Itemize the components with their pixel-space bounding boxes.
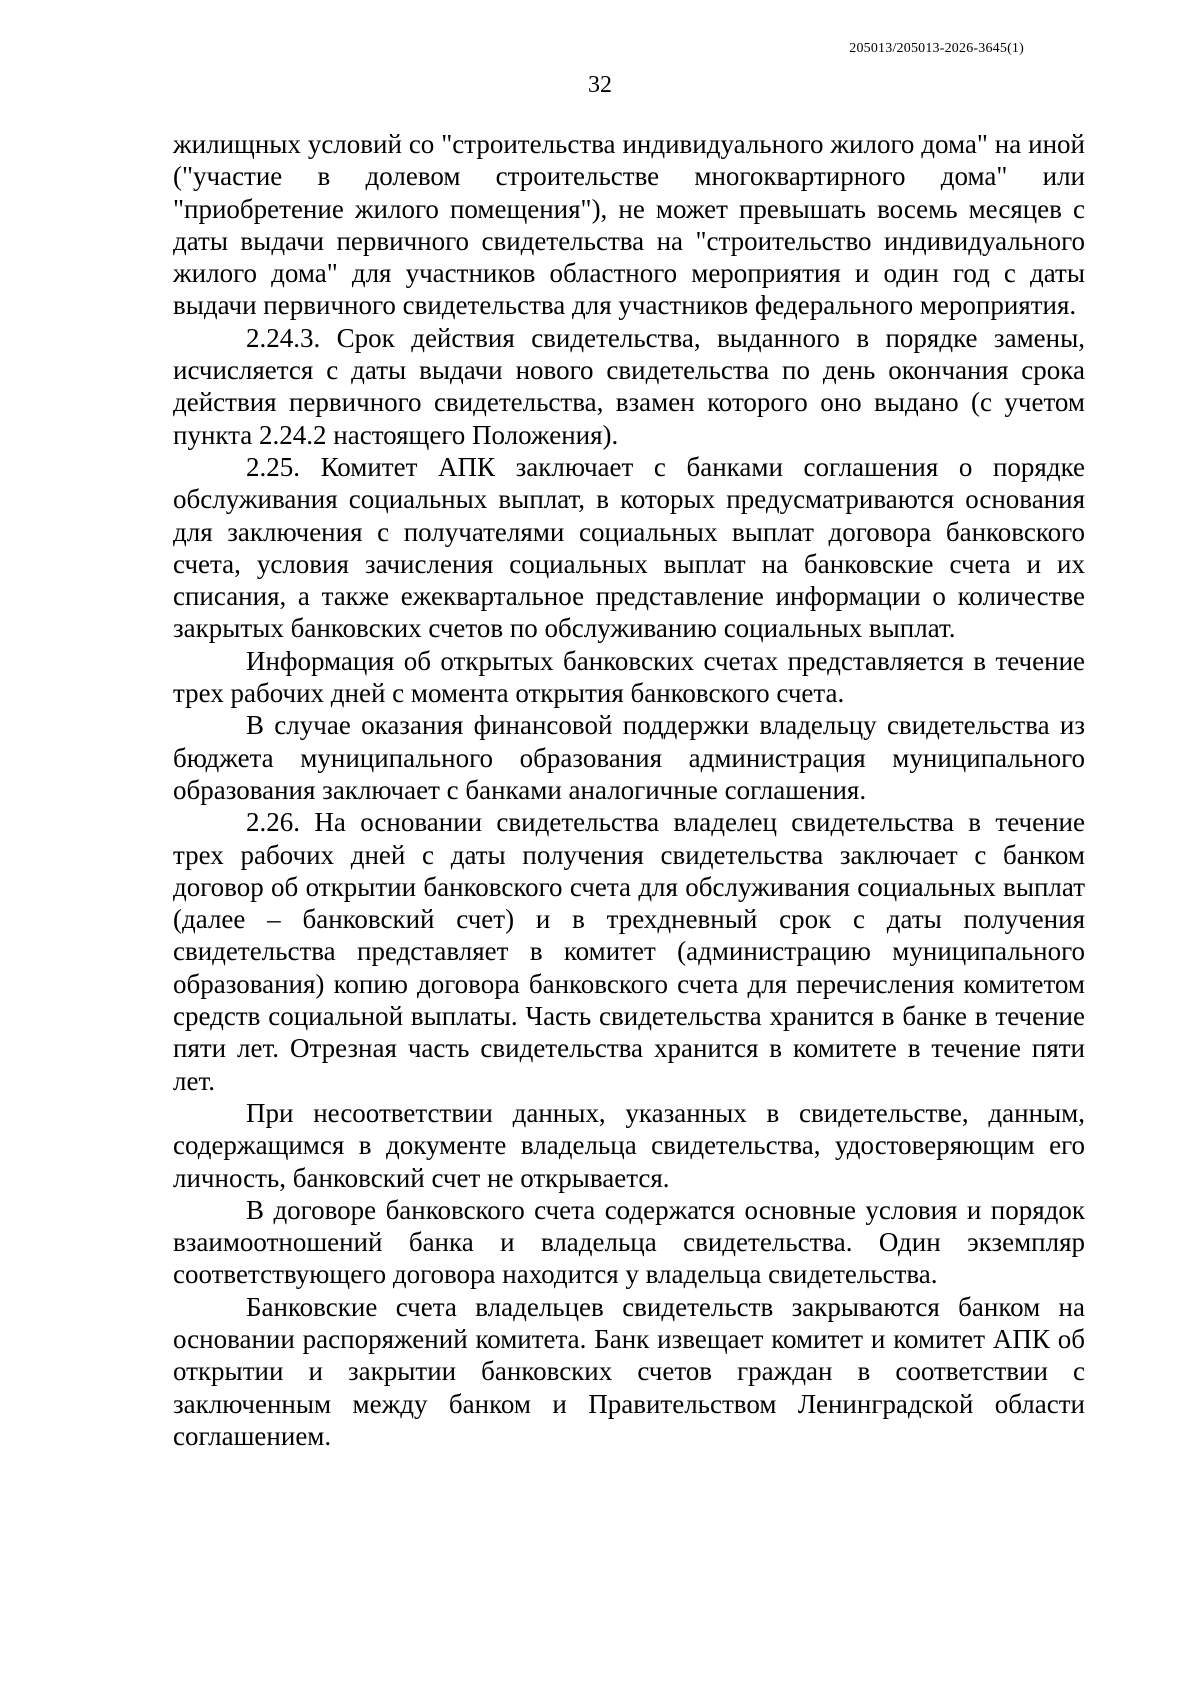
document-body bbox=[173, 128, 1085, 1452]
document-id: 205013/205013-2026-3645(1) bbox=[849, 41, 1024, 56]
paragraph-2-24-3: 2.24.3. Срок действия свидетельства, выданного в порядке замены, исчисляется с даты выдачи нового свидетельства по день окончания срока действия первичного свидетельства, взамен которого оно выдано (с учетом пункта 2.24.2 настоящего Положения). bbox=[173, 322, 1085, 450]
paragraph-open-accounts-info: Информация об открытых банковских счетах представляется в течение трех рабочих дней с момента открытия банковского счета. bbox=[173, 645, 1085, 709]
paragraph-2-25: 2.25. Комитет АПК заключает с банками соглашения о порядке обслуживания социальных выплат, в которых предусматриваются основания для заключения с получателями социальных выплат договора банковского счета, условия зачисления социальных выплат на банковские счета и их списания, а также ежеквартальное представление информации о количестве закрытых банковских счетов по обслуживанию социальных выплат. bbox=[173, 451, 1085, 644]
page-number: 32 bbox=[588, 72, 612, 98]
paragraph-account-closing: Банковские счета владельцев свидетельств закрываются банком на основании распоряжений комитета. Банк извещает комитет и комитет АПК об открытии и закрытии банковских счетов граждан в соответствии с заключенным между банком и Правительством Ленинградской области соглашением. bbox=[173, 1291, 1085, 1451]
paragraph-2-26: 2.26. На основании свидетельства владелец свидетельства в течение трех рабочих дней с даты получения свидетельства заключает с банком договор об открытии банковского счета для обслуживания социальных выплат (далее – банковский счет) и в трехдневный срок с даты получения свидетельства представляет в комитет (администрацию муниципального образования) копию договора банковского счета для перечисления комитетом средств социальной выплаты. Часть свидетельства хранится в банке в течение пяти лет. Отрезная часть свидетельства хранится в комитете в течение пяти лет. bbox=[173, 807, 1085, 1096]
paragraph-municipal-support: В случае оказания финансовой поддержки владельцу свидетельства из бюджета муниципального образования администрация муниципального образования заключает с банками аналогичные соглашения. bbox=[173, 710, 1085, 805]
paragraph-account-agreement: В договоре банковского счета содержатся основные условия и порядок взаимоотношений банка и владельца свидетельства. Один экземпляр соответствующего договора находится у владельца свидетельства. bbox=[173, 1194, 1085, 1290]
paragraph-continuation: жилищных условий со "строительства индивидуального жилого дома" на иной ("участие в долевом строительстве многоквартирного дома" или "приобретение жилого помещения"), не может превышать восемь месяцев с даты выдачи первичного свидетельства на "строительство индивидуального жилого дома" для участников областного мероприятия и один год с даты выдачи первичного свидетельства для участников федерального мероприятия. bbox=[173, 129, 1085, 321]
paragraph-data-mismatch: При несоответствии данных, указанных в свидетельстве, данным, содержащимся в документе владельца свидетельства, удостоверяющим его личность, банковский счет не открывается. bbox=[173, 1097, 1085, 1193]
